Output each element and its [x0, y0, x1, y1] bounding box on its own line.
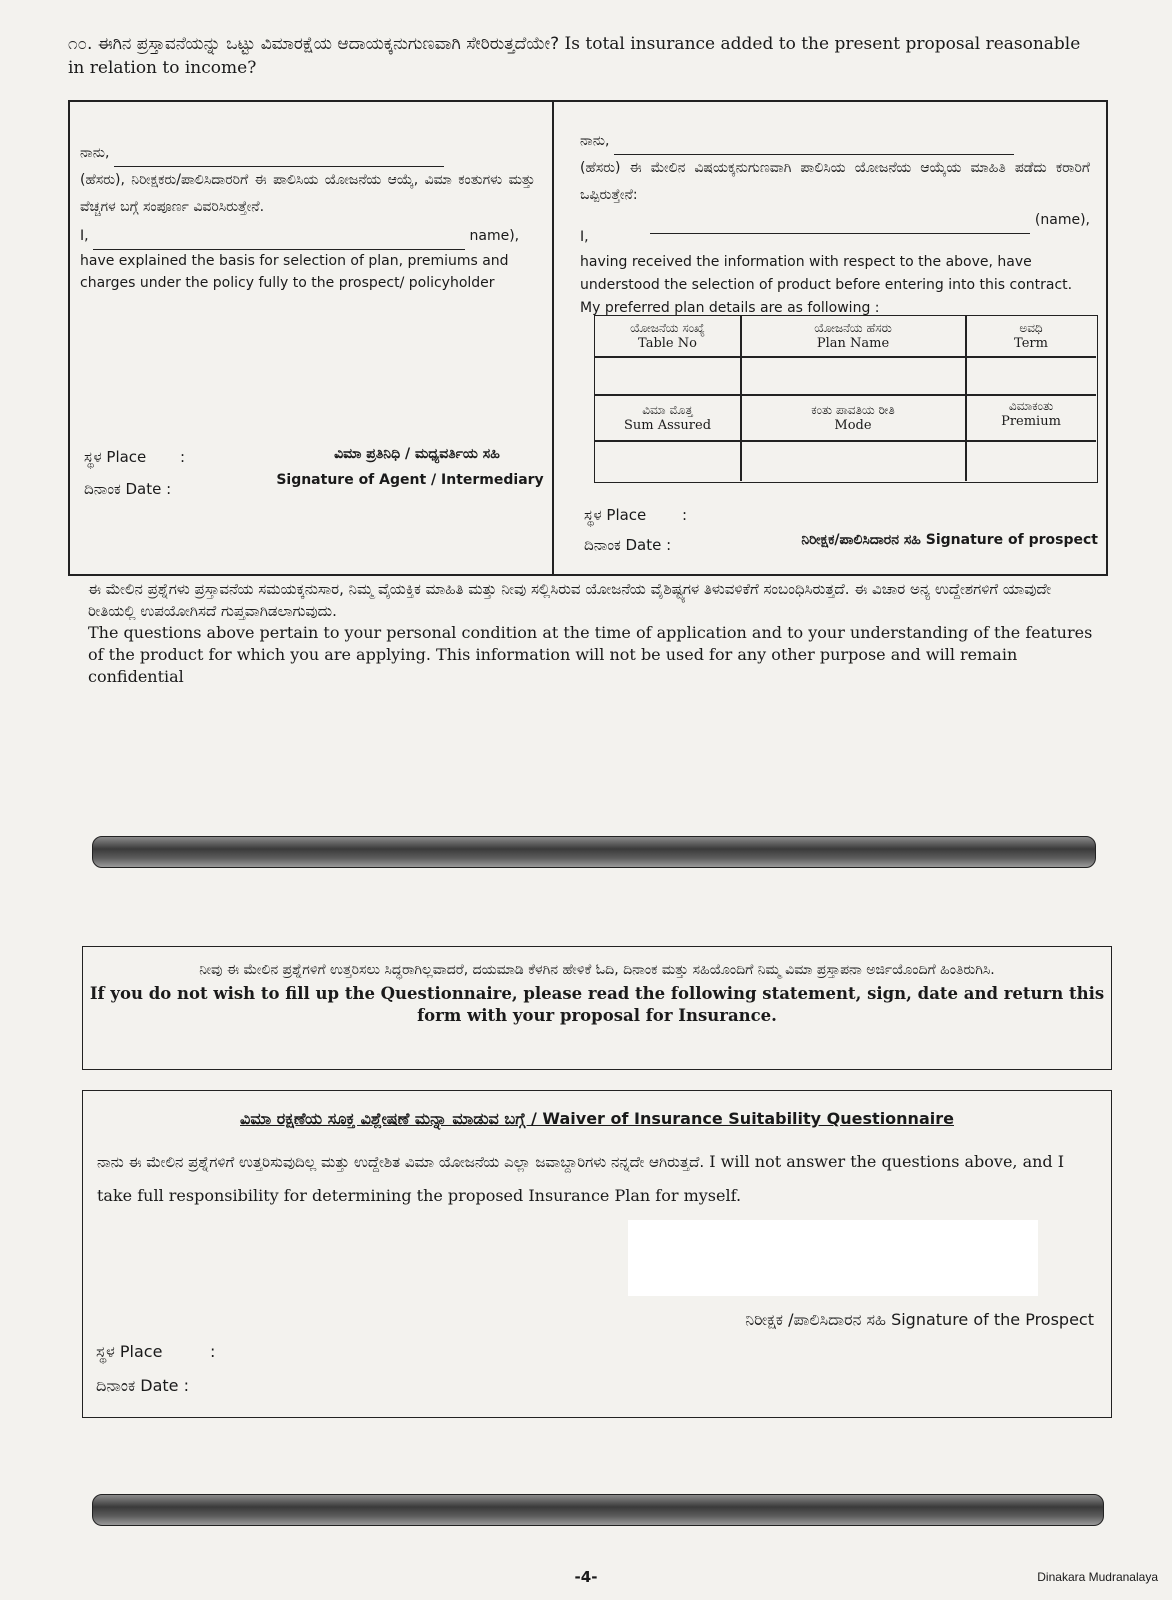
plan-name-header: ಯೋಜನೆಯ ಹೆಸರು Plan Name: [814, 321, 892, 351]
sum-assured-header: ವಿಮಾ ಮೊತ್ತ Sum Assured: [623, 403, 712, 433]
decorative-bar-bottom: [92, 1494, 1104, 1526]
prospect-name-kn-line[interactable]: [614, 138, 1014, 155]
waiver-en: I will not answer the questions above, and I take full responsibility for determining the proposed Insurance Plan for myself.: [97, 1152, 1065, 1205]
prospect-en-text: having received the information with respect to the above, have understood the selection of product before entering into this contract. My preferred plan details are as following :: [580, 254, 1073, 316]
agent-date-label: ದಿನಾಂಕ Date :: [84, 480, 172, 498]
agent-name-suffix: name),: [469, 228, 520, 244]
waiver-signature-label: ನಿರೀಕ್ಷಕ /ಪಾಲಿಸಿದಾರನ ಸಹಿ Signature of the Prospect: [745, 1310, 1094, 1329]
decorative-bar-top: [92, 836, 1096, 868]
premium-header: ವಿಮಾಕಂತು Premium: [1001, 399, 1061, 429]
term-cell[interactable]: [967, 358, 1095, 394]
question-10: [68, 32, 1088, 80]
prospect-place-label: ಸ್ಥಳ Place: [584, 506, 647, 524]
agent-name-kn-line[interactable]: [114, 150, 444, 167]
notice-kn: ನೀವು ಈ ಮೇಲಿನ ಪ್ರಶ್ನೆಗಳಿಗೆ ಉತ್ತರಿಸಲು ಸಿದ್ಧರಾಗಿಲ್ಲವಾದರೆ, ದಯಮಾಡಿ ಕೆಳಗಿನ ಹೇಳಿಕೆ ಓದಿ, ದಿನಾಂಕ ಮತ್ತು ಸಹಿಯೊಂದಿಗೆ ನಿಮ್ಮ ವಿಮಾ ಪ್ರಸ್ತಾಪನಾ ಅರ್ಜಿಯೊಂದಿಗೆ ಹಿಂತಿರುಗಿಸಿ.: [199, 962, 995, 978]
prospect-name-line[interactable]: [650, 217, 1030, 234]
waiver-date-label: ದಿನಾಂಕ Date :: [96, 1376, 189, 1395]
question-10-kn: ೧೦. ಈಗಿನ ಪ್ರಸ್ತಾವನೆಯನ್ನು ಒಟ್ಟು ವಿಮಾರಕ್ಷೆಯ ಆದಾಯಕ್ಕನುಗುಣವಾಗಿ ಸೇರಿರುತ್ತದೆಯೇ?: [68, 34, 560, 54]
prospect-i-prefix: I,: [580, 229, 589, 245]
signature-blank-area[interactable]: [628, 1220, 1038, 1296]
agent-signature-kn: ವಿಮಾ ಪ್ರತಿನಿಧಿ / ಮಧ್ಯವರ್ತಿಯ ಸಹಿ: [334, 446, 500, 462]
prospect-kn-text: (ಹೆಸರು) ಈ ಮೇಲಿನ ವಿಷಯಕ್ಕನುಗುಣವಾಗಿ ಪಾಲಿಸಿಯ ಯೋಜನೆಯ ಆಯ್ಕೆಯ ಮಾಹಿತಿ ಪಡೆದು ಕರಾರಿಗೆ ಒಪ್ಪಿರುತ್ತೇನೆ:: [580, 160, 1090, 203]
page-number: -4-: [574, 1568, 598, 1586]
agent-place-label: ಸ್ಥಳ Place: [84, 448, 147, 466]
notice-en: If you do not wish to fill up the Questionnaire, please read the following statement, sign, date and return this form with your proposal for Insurance.: [89, 984, 1105, 1025]
agent-i-prefix: I,: [80, 228, 89, 244]
prospect-date-label: ದಿನಾಂಕ Date :: [584, 536, 672, 554]
waiver-kn: ನಾನು ಈ ಮೇಲಿನ ಪ್ರಶ್ನೆಗಳಿಗೆ ಉತ್ತರಿಸುವುದಿಲ್ಲ ಮತ್ತು ಉದ್ದೇಶಿತ ವಿಮಾ ಯೋಜನೆಯ ಎಲ್ಲಾ ಜವಾಬ್ದಾರಿಗಳು ನನ್ನದೇ ಆಗಿರುತ್ತದೆ.: [97, 1153, 705, 1171]
declaration-divider: [552, 100, 554, 576]
agent-signature-en: Signature of Agent / Intermediary: [276, 472, 544, 488]
prospect-signature-label: ನಿರೀಕ್ಷಕ/ಪಾಲಿಸಿದಾರನ ಸಹಿ Signature of prospect: [801, 532, 1098, 548]
question-10-en: Is total insurance added to the present proposal reasonable in relation to income?: [68, 34, 1081, 78]
table-no-cell[interactable]: [597, 358, 740, 394]
waiver-place-label: ಸ್ಥಳ Place: [96, 1342, 163, 1361]
waiver-title: ವಿಮಾ ರಕ್ಷಣೆಯ ಸೂಕ್ತ ವಿಶ್ಲೇಷಣೆ ಮನ್ನಾ ಮಾಡುವ ಬಗ್ಗೆ / Waiver of Insurance Suitability Questionnaire: [240, 1109, 954, 1128]
agent-kn-text: (ಹೆಸರು), ನಿರೀಕ್ಷಕರು/ಪಾಲಿಸಿದಾರರಿಗೆ ಈ ಪಾಲಿಸಿಯ ಯೋಜನೆಯ ಆಯ್ಕೆ, ವಿಮಾ ಕಂತುಗಳು ಮತ್ತು ವೆಚ್ಚಗಳ ಬಗ್ಗೆ ಸಂಪೂರ್ಣ ವಿವರಿಸಿರುತ್ತೇನೆ.: [80, 172, 535, 215]
plan-table: [594, 315, 1098, 483]
waiver-place-colon: :: [210, 1342, 216, 1361]
prospect-naanu: ನಾನು,: [580, 133, 610, 149]
confidential-note: [88, 578, 1098, 688]
notice-box: [82, 946, 1112, 1070]
table-no-header: ಯೋಜನೆಯ ಸಂಖ್ಯೆ Table No: [630, 321, 705, 351]
agent-name-line[interactable]: [93, 233, 465, 250]
term-header: ಅವಧಿ Term: [1014, 321, 1048, 351]
waiver-text: [97, 1145, 1097, 1213]
confidential-en: The questions above pertain to your personal condition at the time of application and to your understanding of the features of the product for which you are applying. This information will not be used for any other purpose and will remain confidential: [88, 623, 1093, 686]
prospect-place-colon: :: [682, 506, 688, 524]
mode-cell[interactable]: [742, 442, 965, 480]
agent-en-text: have explained the basis for selection of plan, premiums and charges under the policy fully to the prospect/ policyholder: [80, 253, 509, 291]
premium-cell[interactable]: [967, 442, 1095, 480]
agent-place-colon: :: [180, 448, 186, 466]
agent-declaration: [80, 140, 535, 294]
mode-header: ಕಂತು ಪಾವತಿಯ ರೀತಿ Mode: [811, 403, 895, 433]
plan-name-cell[interactable]: [742, 358, 965, 394]
sum-assured-cell[interactable]: [597, 442, 740, 480]
agent-naanu: ನಾನು,: [80, 145, 110, 161]
prospect-declaration: [580, 128, 1090, 320]
printer-name: Dinakara Mudranalaya: [1037, 1570, 1158, 1584]
confidential-kn: ಈ ಮೇಲಿನ ಪ್ರಶ್ನೆಗಳು ಪ್ರಸ್ತಾವನೆಯ ಸಮಯಕ್ಕನುಸಾರ, ನಿಮ್ಮ ವೈಯಕ್ತಿಕ ಮಾಹಿತಿ ಮತ್ತು ನೀವು ಸಲ್ಲಿಸಿರುವ ಯೋಜನೆಯ ವೈಶಿಷ್ಟ್ಯಗಳ ತಿಳುವಳಿಕೆಗೆ ಸಂಬಂಧಿಸಿರುತ್ತದೆ. ಈ ವಿಚಾರ ಅನ್ಯ ಉದ್ದೇಶಗಳಿಗೆ ಯಾವುದೇ ರೀತಿಯಲ್ಲಿ ಉಪಯೋಗಿಸದೆ ಗುಪ್ತವಾಗಿಡಲಾಗುವುದು.: [88, 580, 1052, 620]
prospect-name-suffix: (name),: [1034, 212, 1090, 228]
